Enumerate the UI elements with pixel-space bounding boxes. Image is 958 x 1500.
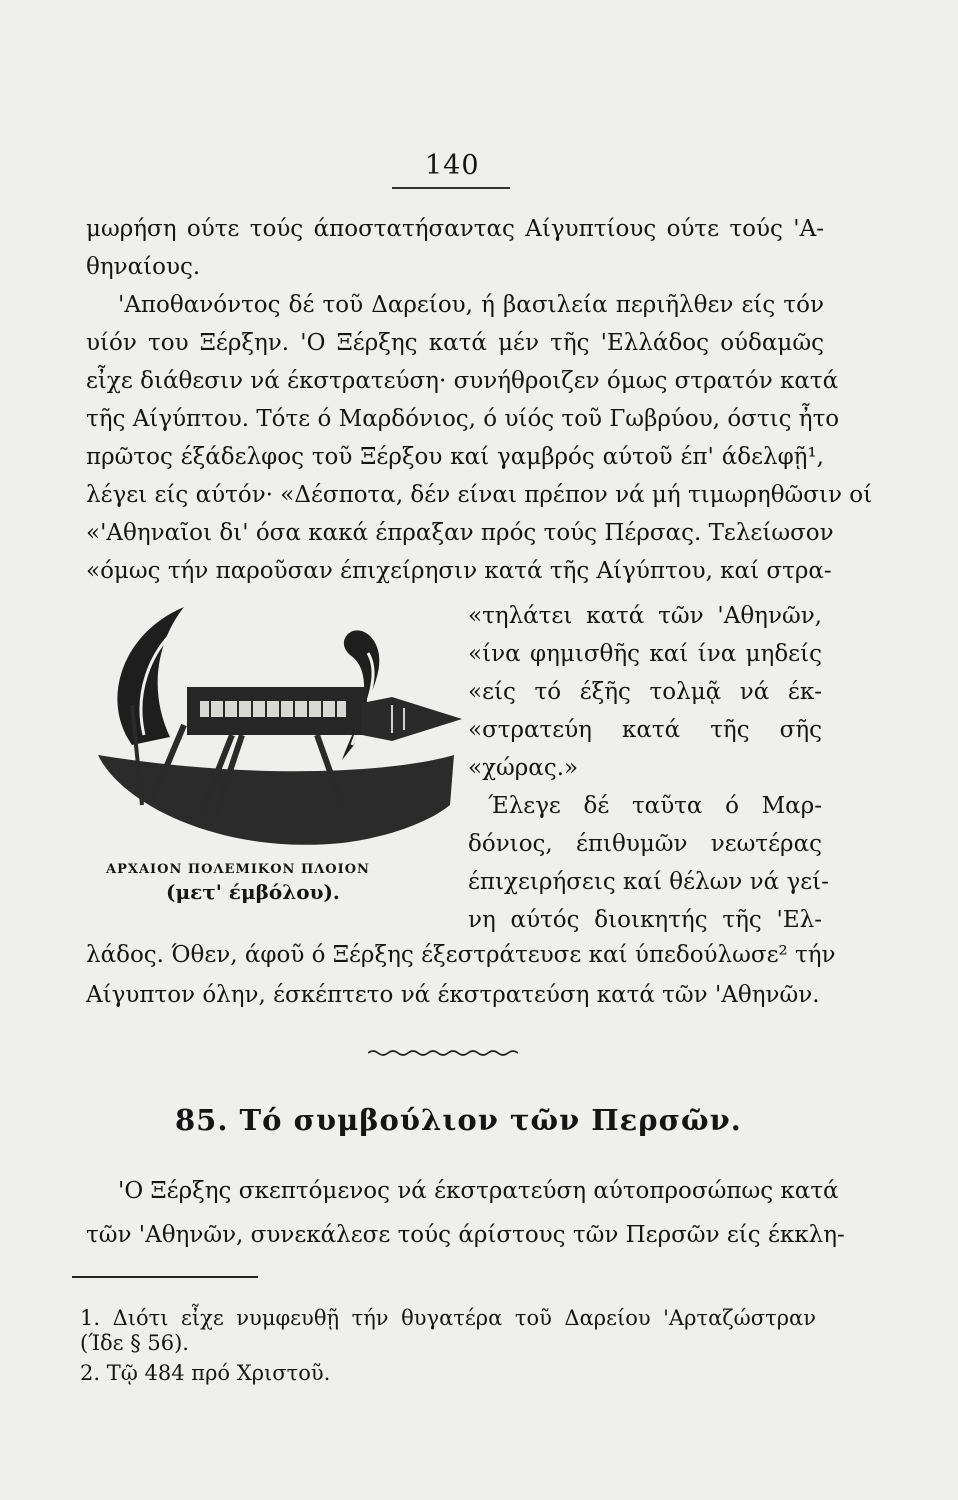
footnote-rule — [72, 1276, 258, 1278]
body-line: μωρήση ούτε τούς άποστατήσαντας Αίγυπτίους ούτε τούς 'Α- — [86, 216, 824, 242]
side-line: «στρατεύη κατά τῆς σῆς — [468, 717, 822, 743]
footnote-1-continuation: (Ίδε § 56). — [80, 1331, 189, 1355]
side-line: Έλεγε δέ ταῦτα ό Μαρ- — [488, 793, 822, 819]
body-line: υίόν του Ξέρξην. 'Ο Ξέρξης κατά μέν τῆς 'Ελλάδος ούδαμῶς — [86, 330, 824, 356]
section-line: τῶν 'Αθηνῶν, συνεκάλεσε τούς άρίστους τῶν Περσῶν είς έκκλη- — [86, 1222, 845, 1248]
body-line: «όμως τήν παροῦσαν έπιχείρησιν κατά τῆς Αίγύπτου, καί στρα- — [86, 558, 832, 584]
body-line: θηναίους. — [86, 254, 201, 280]
body-line: λάδος. Όθεν, άφοῦ ό Ξέρξης έξεστράτευσε καί ύπεδούλωσε² τήν — [86, 942, 836, 968]
body-line: πρῶτος έξάδελφος τοῦ Ξέρξου καί γαμβρός αύτοῦ έπ' άδελφῇ¹, — [86, 444, 824, 470]
section-heading: 85. Τό συμβούλιον τῶν Περσῶν. — [175, 1103, 742, 1137]
page-number: 140 — [425, 150, 480, 181]
ancient-warship-icon — [92, 605, 462, 860]
side-line: «είς τό έξῆς τολμᾷ νά έκ- — [468, 679, 822, 705]
section-divider — [368, 1047, 518, 1059]
footnote-2: 2. Τῷ 484 πρό Χριστοῦ. — [80, 1361, 331, 1385]
side-line: έπιχειρήσεις καί θέλων νά γεί- — [468, 869, 829, 895]
section-line: 'Ο Ξέρξης σκεπτόμενος νά έκστρατεύση αύτοπροσώπως κατά — [118, 1178, 839, 1204]
figure-caption: ΑΡΧΑΙΟΝ ΠΟΛΕΜΙΚΟΝ ΠΛΟΙΟΝ — [106, 862, 370, 877]
side-line: νη αύτός διοικητής τῆς 'Ελ- — [468, 907, 822, 933]
footnote-1: 1. Διότι εἶχε νυμφευθῇ τήν θυγατέρα τοῦ Δαρείου 'Αρταζώστραν — [80, 1306, 816, 1330]
body-line: 'Αποθανόντος δέ τοῦ Δαρείου, ή βασιλεία περιῆλθεν είς τόν — [118, 292, 824, 318]
body-line: εἶχε διάθεσιν νά έκστρατεύση· συνήθροιζεν όμως στρατόν κατά — [86, 368, 839, 394]
side-line: «ίνα φημισθῆς καί ίνα μηδείς — [468, 641, 822, 667]
side-line: δόνιος, έπιθυμῶν νεωτέρας — [468, 831, 822, 857]
body-line: τῆς Αίγύπτου. Τότε ό Μαρδόνιος, ό υίός τοῦ Γωβρύου, όστις ἦτο — [86, 406, 840, 432]
body-line: «'Αθηναῖοι δι' όσα κακά έπραξαν πρός τούς Πέρσας. Τελείωσον — [86, 520, 834, 546]
side-line: «τηλάτει κατά τῶν 'Αθηνῶν, — [468, 603, 822, 629]
body-line: Αίγυπτον όλην, έσκέπτετο νά έκστρατεύση κατά τῶν 'Αθηνῶν. — [86, 982, 820, 1008]
body-line: λέγει είς αύτόν· «Δέσποτα, δέν είναι πρέπον νά μή τιμωρηθῶσιν οί — [86, 482, 873, 508]
page-number-rule — [392, 187, 510, 189]
figure-caption-subtitle: (μετ' έμβόλου). — [166, 880, 340, 904]
side-line: «χώρας.» — [468, 755, 579, 781]
